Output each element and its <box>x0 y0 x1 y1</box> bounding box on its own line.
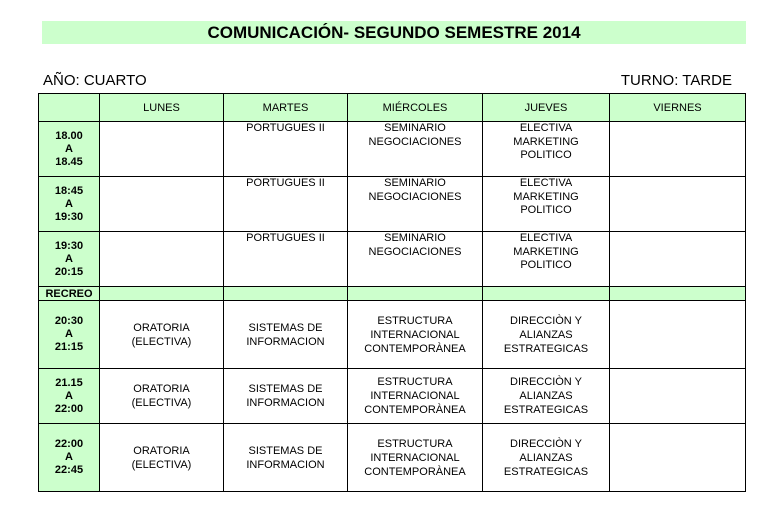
recreo-cell <box>100 287 224 301</box>
cell-text-line: INTERNACIONAL <box>370 328 460 341</box>
day-header: MARTES <box>224 94 348 122</box>
shift-label: TURNO: TARDE <box>620 72 732 89</box>
cell-text-line: 22:00 <box>54 402 84 415</box>
cell-text-line: INFORMACION <box>246 458 325 471</box>
class-cell <box>483 232 610 287</box>
class-cell <box>610 177 746 232</box>
recreo-cell <box>224 287 348 301</box>
cell-text-line: NEGOCIACIONES <box>368 245 462 258</box>
schedule-row <box>39 369 746 424</box>
cell-text-line: 20:15 <box>54 265 84 278</box>
recreo-label: RECREO <box>39 287 100 301</box>
class-cell <box>483 177 610 232</box>
cell-text-line: 22:00 <box>54 438 84 450</box>
year-label: AÑO: CUARTO <box>43 72 147 89</box>
day-header: JUEVES <box>483 94 610 122</box>
schedule-row <box>39 232 746 287</box>
class-cell <box>483 424 610 492</box>
cell-text-line: SEMINARIO <box>384 177 446 189</box>
cell-text-line: 19:30 <box>54 210 84 223</box>
cell-text-line: (ELECTIVA) <box>131 458 192 471</box>
schedule-row <box>39 122 746 177</box>
time-cell <box>39 232 100 287</box>
cell-text-line: MARKETING <box>513 135 579 148</box>
class-cell <box>348 177 483 232</box>
class-cell <box>610 232 746 287</box>
cell-text-line: SEMINARIO <box>384 122 446 134</box>
cell-text-line: A <box>65 142 73 155</box>
cell-text-line: ALIANZAS <box>519 390 573 402</box>
schedule-row <box>39 424 746 492</box>
class-cell <box>100 177 224 232</box>
class-cell <box>610 122 746 177</box>
cell-text-line: ESTRATEGICAS <box>503 465 589 478</box>
header-row <box>39 94 746 122</box>
cell-text-line: POLITICO <box>520 204 572 216</box>
class-cell <box>483 369 610 424</box>
cell-text-line: ORATORIA <box>133 383 190 395</box>
cell-text-line: INFORMACION <box>246 335 325 348</box>
cell-text-line: SISTEMAS DE <box>248 321 323 334</box>
cell-text-line: SISTEMAS DE <box>248 444 323 457</box>
class-cell <box>224 122 348 177</box>
recreo-cell <box>348 287 483 301</box>
cell-text-line: INFORMACION <box>246 397 325 409</box>
day-header: MIÉRCOLES <box>348 94 483 122</box>
class-cell <box>483 122 610 177</box>
class-cell <box>224 177 348 232</box>
cell-text-line: 20:30 <box>54 315 84 327</box>
recreo-row <box>39 287 746 301</box>
cell-text-line: 22:45 <box>54 464 84 476</box>
cell-text-line: CONTEMPORÀNEA <box>364 404 466 416</box>
time-cell <box>39 122 100 177</box>
cell-text-line: MARKETING <box>513 190 579 203</box>
cell-text-line: ALIANZAS <box>519 451 573 464</box>
cell-text-line: ESTRATEGICAS <box>503 342 589 355</box>
cell-text-line: A <box>65 389 73 402</box>
cell-text-line: PORTUGUES II <box>246 177 325 189</box>
class-cell <box>100 301 224 369</box>
class-cell <box>483 301 610 369</box>
time-cell <box>39 424 100 492</box>
class-cell <box>224 232 348 287</box>
class-cell <box>348 301 483 369</box>
cell-text-line: (ELECTIVA) <box>131 397 192 409</box>
cell-text-line: 21.15 <box>55 376 83 389</box>
recreo-cell <box>483 287 610 301</box>
class-cell <box>610 424 746 492</box>
cell-text-line: ALIANZAS <box>519 328 573 341</box>
page-title: COMUNICACIÓN- SEGUNDO SEMESTRE 2014 <box>42 21 746 44</box>
cell-text-line: SISTEMAS DE <box>248 383 323 395</box>
time-cell <box>39 177 100 232</box>
cell-text-line: INTERNACIONAL <box>370 390 460 402</box>
day-header: VIERNES <box>610 94 746 122</box>
cell-text-line: (ELECTIVA) <box>131 335 192 348</box>
class-cell <box>348 369 483 424</box>
class-cell <box>224 369 348 424</box>
cell-text-line: ESTRUCTURA <box>377 314 453 327</box>
cell-text-line: ORATORIA <box>133 444 190 457</box>
class-cell <box>348 122 483 177</box>
cell-text-line: SEMINARIO <box>384 232 446 244</box>
cell-text-line: 18.45 <box>55 155 83 168</box>
class-cell <box>348 232 483 287</box>
cell-text-line: ELECTIVA <box>519 232 573 244</box>
cell-text-line: ORATORIA <box>133 321 190 334</box>
cell-text-line: POLITICO <box>520 149 572 161</box>
cell-text-line: CONTEMPORÀNEA <box>364 342 466 355</box>
class-cell <box>100 122 224 177</box>
time-cell <box>39 369 100 424</box>
day-header: LUNES <box>100 94 224 122</box>
cell-text-line: A <box>65 328 73 340</box>
cell-text-line: PORTUGUES II <box>246 122 325 134</box>
cell-text-line: 18:45 <box>54 184 84 197</box>
cell-text-line: CONTEMPORÀNEA <box>364 465 466 478</box>
time-cell <box>39 301 100 369</box>
class-cell <box>224 301 348 369</box>
class-cell <box>100 369 224 424</box>
schedule-body <box>39 122 746 492</box>
cell-text-line: NEGOCIACIONES <box>368 190 462 203</box>
cell-text-line: ELECTIVA <box>519 122 573 134</box>
cell-text-line: A <box>65 252 73 265</box>
cell-text-line: DIRECCIÒN Y <box>510 376 582 388</box>
schedule-table <box>38 93 746 492</box>
cell-text-line: DIRECCIÒN Y <box>510 437 582 450</box>
cell-text-line: ESTRUCTURA <box>377 376 453 388</box>
cell-text-line: A <box>65 451 73 463</box>
cell-text-line: PORTUGUES II <box>246 232 325 244</box>
cell-text-line: MARKETING <box>513 245 579 258</box>
class-cell <box>610 369 746 424</box>
class-cell <box>224 424 348 492</box>
schedule-row <box>39 301 746 369</box>
cell-text-line: NEGOCIACIONES <box>368 135 462 148</box>
cell-text-line: POLITICO <box>520 259 572 271</box>
class-cell <box>100 232 224 287</box>
cell-text-line: A <box>65 197 73 210</box>
corner-cell <box>39 94 100 122</box>
cell-text-line: INTERNACIONAL <box>370 451 460 464</box>
class-cell <box>100 424 224 492</box>
class-cell <box>610 301 746 369</box>
cell-text-line: DIRECCIÒN Y <box>510 314 582 327</box>
cell-text-line: ELECTIVA <box>519 177 573 189</box>
recreo-cell <box>610 287 746 301</box>
class-cell <box>348 424 483 492</box>
cell-text-line: 18.00 <box>55 129 83 142</box>
cell-text-line: 19:30 <box>54 239 84 252</box>
cell-text-line: 21:15 <box>54 341 84 353</box>
cell-text-line: ESTRUCTURA <box>377 437 453 450</box>
cell-text-line: ESTRATEGICAS <box>503 404 589 416</box>
schedule-row <box>39 177 746 232</box>
